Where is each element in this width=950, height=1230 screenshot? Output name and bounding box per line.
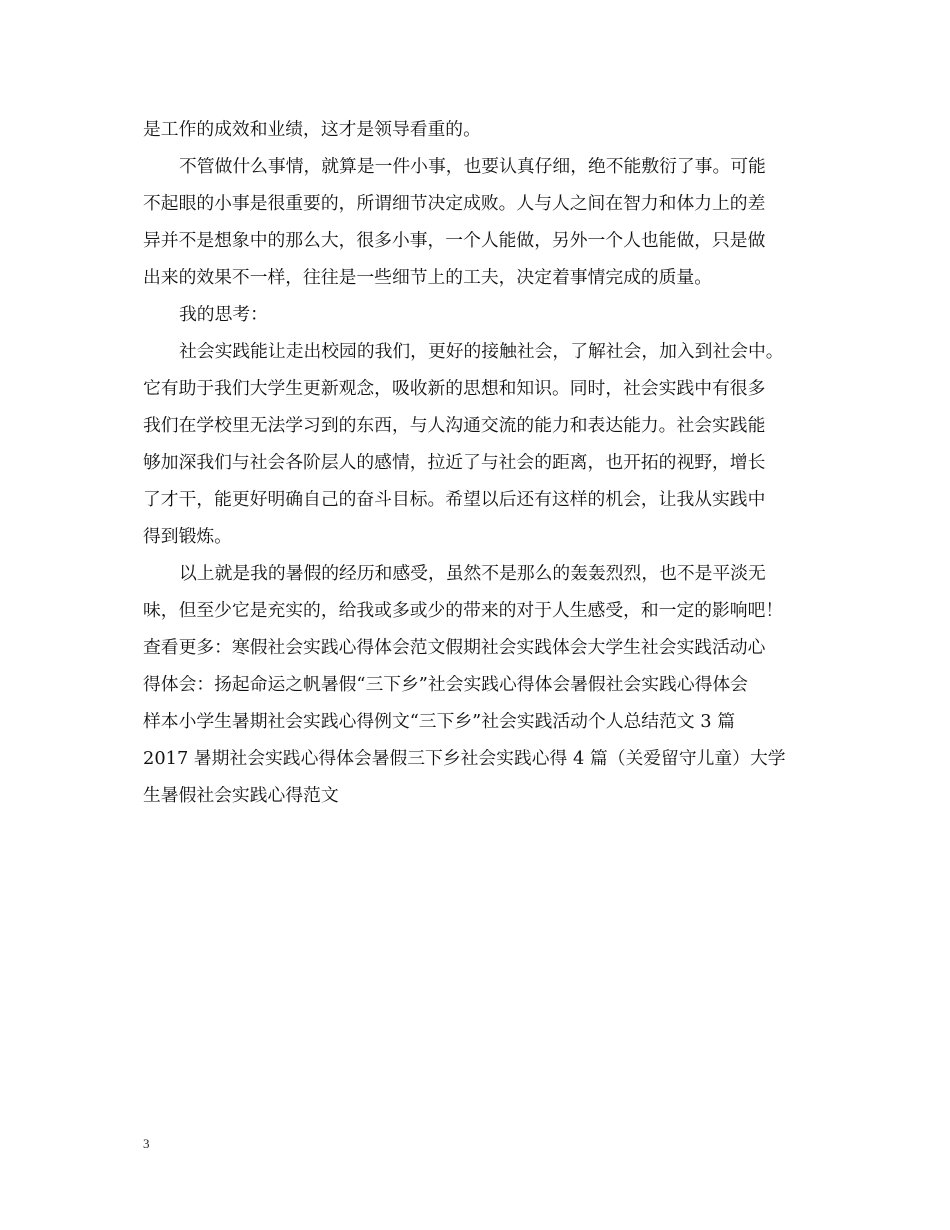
text-line: 够加深我们与社会各阶层人的感情，拉近了与社会的距离，也开拓的视野，增长 — [143, 452, 766, 473]
related-links-line: 查看更多：寒假社会实践心得体会范文假期社会实践体会大学生社会实践活动心 — [143, 637, 766, 658]
related-links-line: 2017 暑期社会实践心得体会暑假三下乡社会实践心得 4 篇（关爱留守儿童）大学 — [143, 748, 786, 769]
paragraph-first-line: 不管做什么事情，就算是一件小事，也要认真仔细，绝不能敷衍了事。可能 — [179, 156, 766, 177]
text-line: 得到锻炼。 — [143, 526, 232, 547]
related-links-line: 生暑假社会实践心得范文 — [143, 785, 339, 806]
related-links-line: 得体会：扬起命运之帆暑假“三下乡”社会实践心得体会暑假社会实践心得体会 — [143, 674, 748, 695]
text-line: 异并不是想象中的那么大，很多小事，一个人能做，另外一个人也能做，只是做 — [143, 230, 766, 251]
paragraph-first-line: 社会实践能让走出校园的我们，更好的接触社会，了解社会，加入到社会中。 — [179, 341, 784, 362]
text-line: 不起眼的小事是很重要的，所谓细节决定成败。人与人之间在智力和体力上的差 — [143, 193, 766, 214]
section-heading: 我的思考： — [179, 304, 268, 325]
related-links-line: 样本小学生暑期社会实践心得例文“三下乡”社会实践活动个人总结范文 3 篇 — [143, 711, 736, 732]
paragraph-first-line: 以上就是我的暑假的经历和感受，虽然不是那么的轰轰烈烈，也不是平淡无 — [179, 563, 766, 584]
text-line: 我们在学校里无法学习到的东西，与人沟通交流的能力和表达能力。社会实践能 — [143, 415, 766, 436]
text-line: 出来的效果不一样，往往是一些细节上的工夫，决定着事情完成的质量。 — [143, 267, 713, 288]
text-line: 了才干，能更好明确自己的奋斗目标。希望以后还有这样的机会，让我从实践中 — [143, 489, 766, 510]
text-line: 是工作的成效和业绩，这才是领导看重的。 — [143, 119, 481, 140]
text-line: 它有助于我们大学生更新观念，吸收新的思想和知识。同时，社会实践中有很多 — [143, 378, 766, 399]
page-number: 3 — [143, 1136, 150, 1151]
document-body — [143, 111, 810, 814]
text-line: 味，但至少它是充实的，给我或多或少的带来的对于人生感受，和一定的影响吧！ — [143, 600, 784, 621]
